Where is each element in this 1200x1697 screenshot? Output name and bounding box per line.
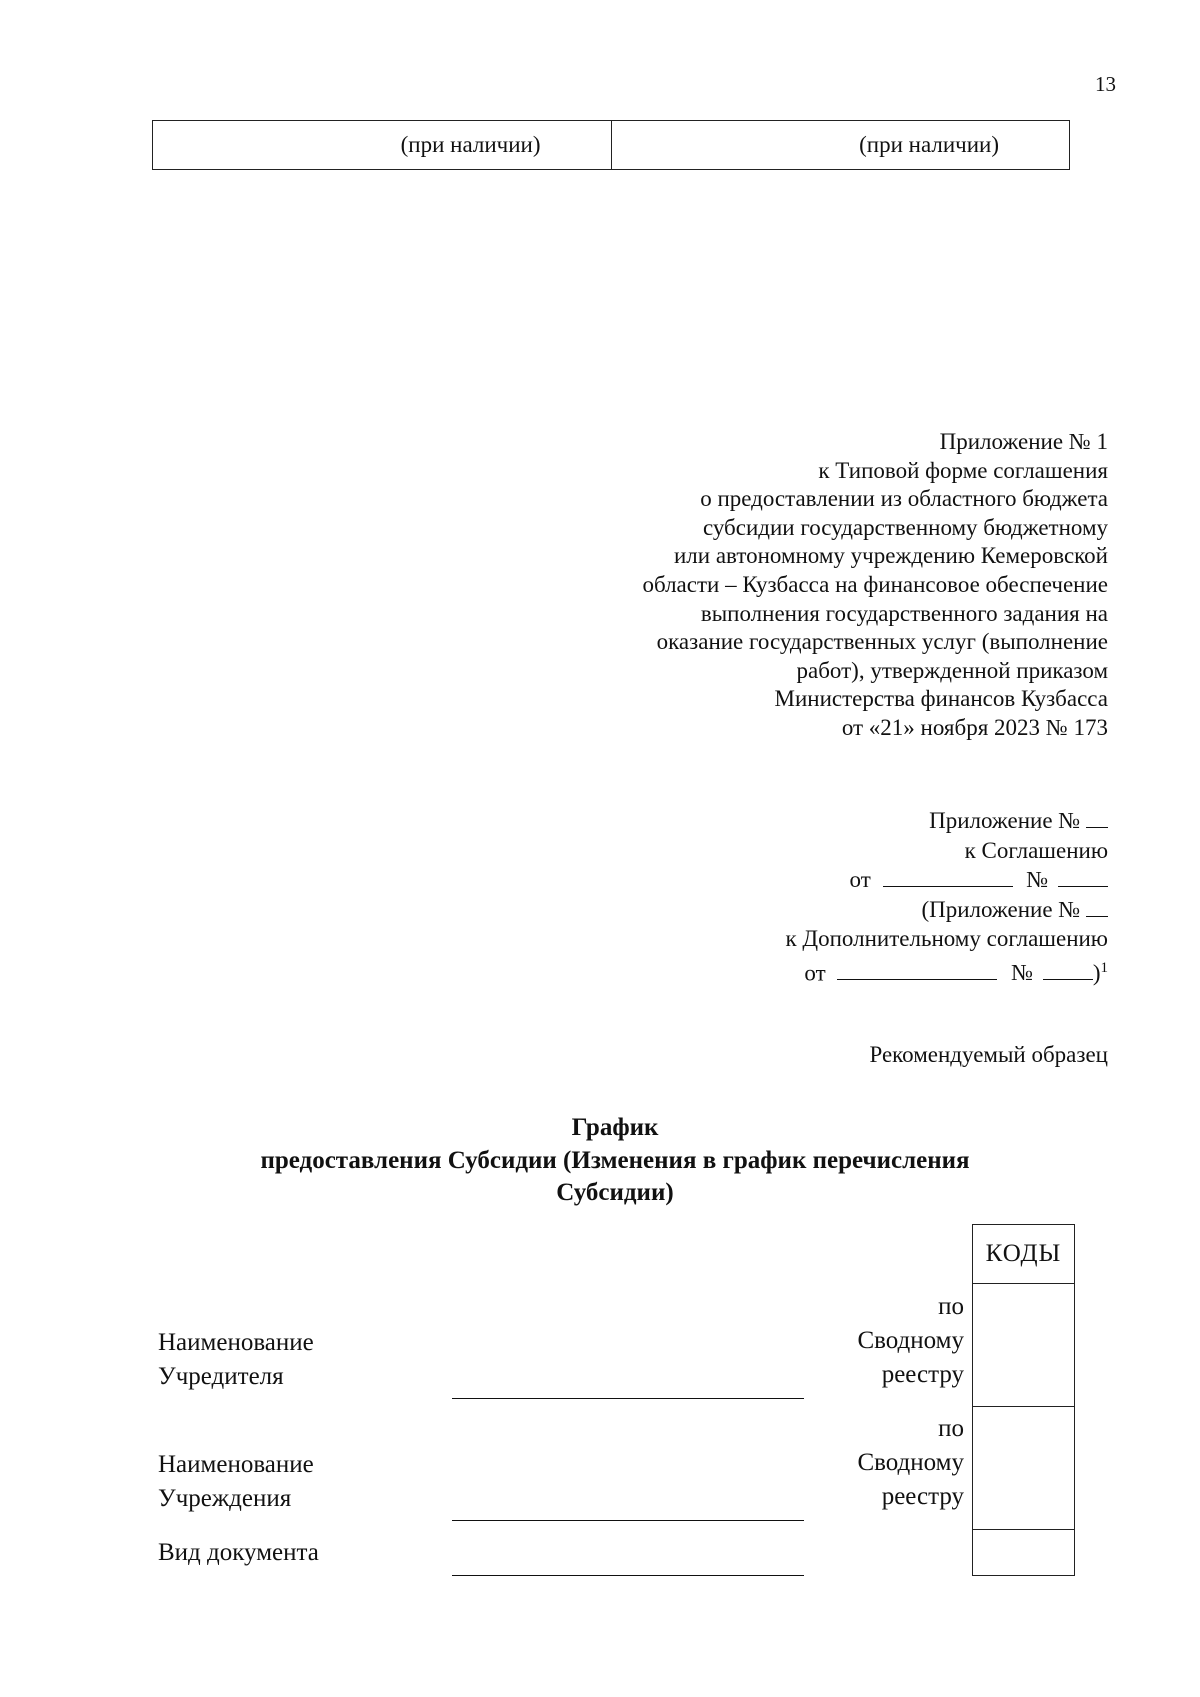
appendix-line: к Типовой форме соглашения: [818, 457, 1108, 483]
title-line-2: предоставления Субсидии (Изменения в график перечисления: [260, 1146, 970, 1174]
institution-name-label: [158, 1448, 314, 1516]
appendix-header-block: [642, 428, 1108, 743]
agreement-reference-block: [786, 806, 1109, 988]
registry-line: по: [938, 1415, 964, 1442]
top-table: [152, 120, 1070, 170]
appendix-line: субсидии государственному бюджетному: [702, 514, 1108, 540]
registry-line: Сводному: [857, 1327, 964, 1354]
appendix-number-blank: [1086, 807, 1108, 828]
top-table-cell-2: [611, 121, 1070, 170]
document-title: [150, 1112, 1080, 1210]
close-paren: ): [1092, 960, 1101, 986]
additional-appendix-number-blank: [1086, 896, 1108, 917]
appendix-line: Приложение № 1: [939, 429, 1108, 454]
number-blank: [1058, 866, 1108, 887]
date-blank: [883, 866, 1013, 887]
number-sign-2: №: [1011, 960, 1034, 986]
codes-column: [972, 1224, 1075, 1576]
to-agreement-line: к Соглашению: [964, 837, 1108, 863]
page-number: 13: [1095, 72, 1116, 96]
appendix-line: или автономному учреждению Кемеровской: [673, 543, 1108, 569]
codes-header: КОДЫ: [973, 1225, 1074, 1284]
appendix-line: оказание государственных услуг (выполнение: [656, 629, 1108, 655]
document-type-label: Вид документа: [158, 1539, 319, 1566]
additional-appendix-label: (Приложение №: [921, 896, 1081, 922]
appendix-line: от «21» ноября 2023 № 173: [841, 714, 1108, 740]
additional-appendix-line: [786, 895, 1109, 925]
agreement-appendix-line: [786, 806, 1109, 836]
from-label-2: от: [804, 960, 826, 986]
institution-label-line-1: Наименование: [158, 1451, 314, 1478]
appendix-line: выполнения государственного задания на: [700, 600, 1108, 626]
top-table-cell-1: [153, 121, 612, 170]
document-type-code-cell[interactable]: [973, 1530, 1074, 1584]
additional-date-line: [786, 954, 1109, 988]
registry-line: Сводному: [857, 1449, 964, 1476]
footnote-marker: 1: [1100, 959, 1108, 976]
number-sign: №: [1026, 867, 1049, 892]
institution-registry-label: [857, 1412, 964, 1514]
institution-name-field[interactable]: [452, 1520, 804, 1521]
registry-line: реестру: [881, 1361, 964, 1388]
number-blank-2: [1043, 959, 1093, 980]
to-additional-agreement-line: к Дополнительному соглашению: [785, 926, 1108, 951]
registry-line: по: [938, 1293, 964, 1320]
founder-code-cell[interactable]: [973, 1284, 1074, 1407]
agreement-date-line: [786, 865, 1109, 895]
founder-label-line-2: Учредителя: [158, 1363, 284, 1390]
title-line-1: График: [571, 1114, 659, 1141]
founder-name-label: [158, 1326, 314, 1394]
top-table-cell-1-text: (при наличии): [400, 132, 541, 157]
date-blank-2: [837, 959, 997, 980]
founder-label-line-1: Наименование: [158, 1329, 314, 1356]
institution-code-cell[interactable]: [973, 1407, 1074, 1530]
agreement-appendix-label: Приложение №: [929, 808, 1081, 833]
recommended-sample-label: Рекомендуемый образец: [869, 1042, 1108, 1067]
appendix-line: о предоставлении из областного бюджета: [700, 486, 1108, 512]
top-table-cell-2-text: (при наличии): [859, 132, 999, 157]
title-line-3: Субсидии): [556, 1179, 674, 1206]
appendix-line: области – Кузбасса на финансовое обеспечение: [642, 571, 1108, 597]
founder-registry-label: [857, 1290, 964, 1392]
from-label: от: [849, 867, 871, 892]
document-type-field[interactable]: [452, 1575, 804, 1576]
appendix-line: работ), утвержденной приказом: [796, 657, 1108, 683]
registry-line: реестру: [881, 1483, 964, 1510]
founder-name-field[interactable]: [452, 1398, 804, 1399]
institution-label-line-2: Учреждения: [158, 1485, 292, 1512]
appendix-line: Министерства финансов Кузбасса: [774, 686, 1108, 712]
